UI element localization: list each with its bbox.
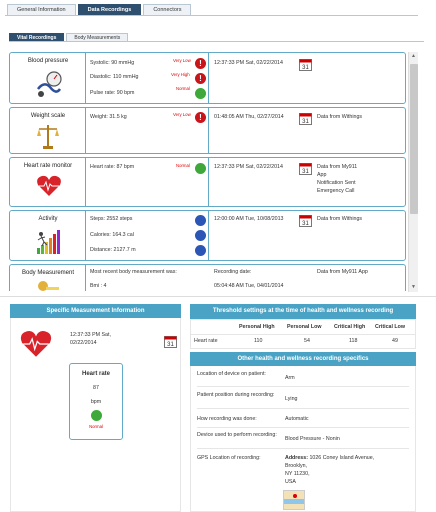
heart-rate-flag: Normal [176,163,190,168]
heart-rate-label: Heart rate monitor [23,163,73,169]
blood-pressure-icon [36,67,62,99]
threshold-cell: 110 [254,338,263,344]
blood-pressure-label: Blood pressure [27,58,69,64]
specific-measurement-panel [10,318,181,512]
th-personal-low: Personal Low [287,324,322,330]
other-specifics-panel [190,366,416,512]
row-divider [197,427,409,428]
heart-rate-value: Heart rate: 87 bpm [90,164,135,170]
map-thumbnail[interactable] [283,490,305,510]
bp-timestamp: 12:37:33 PM Sat, 02/22/2014 [214,60,283,66]
svg-text:31: 31 [302,169,309,175]
weight-scale-card[interactable] [9,107,406,154]
heart-rate-box-title: Heart rate [81,371,110,377]
position-value: Lying [285,396,298,402]
row-divider [197,408,409,409]
svg-text:31: 31 [302,119,309,125]
how-recorded-value: Automatic [285,416,309,422]
heart-rate-box-unit: bpm [90,399,102,405]
hr-emergency-call: Emergency Call [317,188,355,194]
activity-chart-icon [36,226,62,256]
bm-recording-date: 05:04:48 AM Tue, 04/01/2014 [214,283,284,289]
tab-vital-recordings[interactable]: Vital Recordings [9,33,64,42]
body-measurement-label: Body Measurement [21,270,75,276]
gps-address-line-3: NY 11230, [285,471,310,477]
pulse-rate-value: Pulse rate: 90 bpm [90,90,135,96]
diastolic-flag: Very High [171,72,190,77]
blood-pressure-card[interactable] [9,52,406,104]
recent-measurement-label: Most recent body measurement was: [90,269,177,275]
tab-divider [5,15,418,16]
location-value: Arm [285,375,295,381]
pulse-flag: Normal [176,86,190,91]
diastolic-value: Diastolic: 110 mmHg [90,74,139,80]
alert-icon: ! [195,73,206,84]
threshold-cell: 54 [304,338,310,344]
address-label: Address: [285,455,308,461]
heart-icon [19,330,53,358]
bm-source: Data from My911 App [317,269,368,275]
tape-measure-icon [36,279,60,291]
steps-value: Steps: 2552 steps [90,216,133,222]
weight-flag: Very Low [173,112,191,117]
body-measurement-category [10,265,86,291]
heart-rate-card[interactable] [9,157,406,207]
section-divider [0,296,436,297]
ws-source: Data from Withings [317,114,363,120]
scale-icon [36,122,60,150]
hr-divider [208,158,209,206]
systolic-value: Systolic: 90 mmHg [90,60,135,66]
weight-scale-label: Weight scale [30,113,66,119]
tab-connectors[interactable]: Connectors [143,4,191,15]
body-measurement-card[interactable] [9,264,406,291]
map-water [284,499,305,504]
blood-pressure-category [10,53,86,103]
heart-rate-box [69,363,123,440]
vertical-scrollbar[interactable] [408,52,418,292]
hr-source-line-2: App [317,172,327,178]
gps-address-line-1 [285,455,374,461]
systolic-flag: Very Low [173,58,191,63]
location-label: Location of device on patient: [197,371,266,377]
row-divider [197,386,409,387]
specific-time: 12:37:33 PM Sat, [70,332,111,338]
gps-label: GPS Location of recording: [197,455,261,461]
other-specifics-header: Other health and wellness recording specifics [190,352,416,366]
table-row-divider [191,334,415,335]
threshold-row-label: Heart rate [194,338,218,344]
bmi-value: Bmi : 4 [90,283,107,289]
activity-label: Activity [38,216,58,222]
check-icon [195,163,206,174]
act-divider [208,211,209,260]
address-street: 1026 Coney Island Avenue, [307,455,375,461]
heart-icon [36,175,62,197]
act-source: Data from Withings [317,216,363,222]
tab-general-information[interactable]: General Information [7,4,76,15]
threshold-header: Threshold settings at the time of health and wellness recording [190,304,416,319]
calories-value: Calories: 164.3 cal [90,232,134,238]
how-recorded-label: How recording was done: [197,416,257,422]
ws-timestamp: 01:48:05 AM Thu, 02/27/2014 [214,114,284,120]
row-divider [197,448,409,449]
weight-value: Weight: 31.5 kg [90,114,127,120]
device-label: Device used to perform recording: [197,432,277,438]
svg-text:31: 31 [167,342,174,348]
gps-address-line-2: Brooklyn, [285,463,308,469]
bp-divider [208,53,209,103]
body-measurement-viewport [9,264,406,291]
calendar-icon[interactable] [299,58,312,71]
position-label: Patient position during recording: [197,392,275,398]
map-pin-icon [293,494,297,498]
tab-data-recordings[interactable]: Data Recordings [78,4,142,15]
specific-measurement-header: Specific Measurement Information [10,304,181,318]
threshold-cell: 49 [392,338,398,344]
alert-icon: ! [195,58,206,69]
distance-value: Distance: 2127.7 m [90,247,136,253]
weight-scale-category [10,108,86,153]
hr-notification: Notification Sent [317,180,356,186]
gps-address-line-4: USA [285,479,296,485]
alert-icon: ! [195,112,206,123]
subtab-divider [9,41,424,42]
activity-card[interactable] [9,210,406,261]
recording-date-label: Recording date: [214,269,252,275]
specific-date: 02/22/2014 [70,340,97,346]
th-personal-high: Personal High [239,324,275,330]
calendar-icon[interactable] [164,335,177,348]
heart-rate-box-value: 87 [93,385,99,391]
svg-text:31: 31 [302,65,309,71]
ws-divider [208,108,209,153]
calendar-icon[interactable] [299,162,312,175]
info-icon [195,230,206,241]
heart-rate-category [10,158,86,206]
check-icon [91,410,102,421]
info-icon [195,215,206,226]
scroll-up-icon[interactable]: ▲ [411,53,416,59]
scrollbar-thumb[interactable] [410,64,418,214]
threshold-table [190,319,416,349]
hr-timestamp: 12:37:33 PM Sat, 02/22/2014 [214,164,283,170]
hr-source-line-1: Data from My911 [317,164,358,170]
tab-body-measurements[interactable]: Body Measurements [66,33,128,42]
info-icon [195,245,206,256]
check-icon [195,88,206,99]
svg-text:31: 31 [302,221,309,227]
calendar-icon[interactable] [299,214,312,227]
heart-rate-box-status: Normal [89,424,103,429]
device-value: Blood Pressure - Nonin [285,436,340,442]
th-critical-high: Critical High [334,324,366,330]
threshold-cell: 118 [349,338,358,344]
scroll-down-icon[interactable]: ▼ [411,284,416,290]
th-critical-low: Critical Low [375,324,406,330]
act-timestamp: 12:00:00 AM Tue, 10/08/2013 [214,216,284,222]
activity-category [10,211,86,260]
calendar-icon[interactable] [299,112,312,125]
